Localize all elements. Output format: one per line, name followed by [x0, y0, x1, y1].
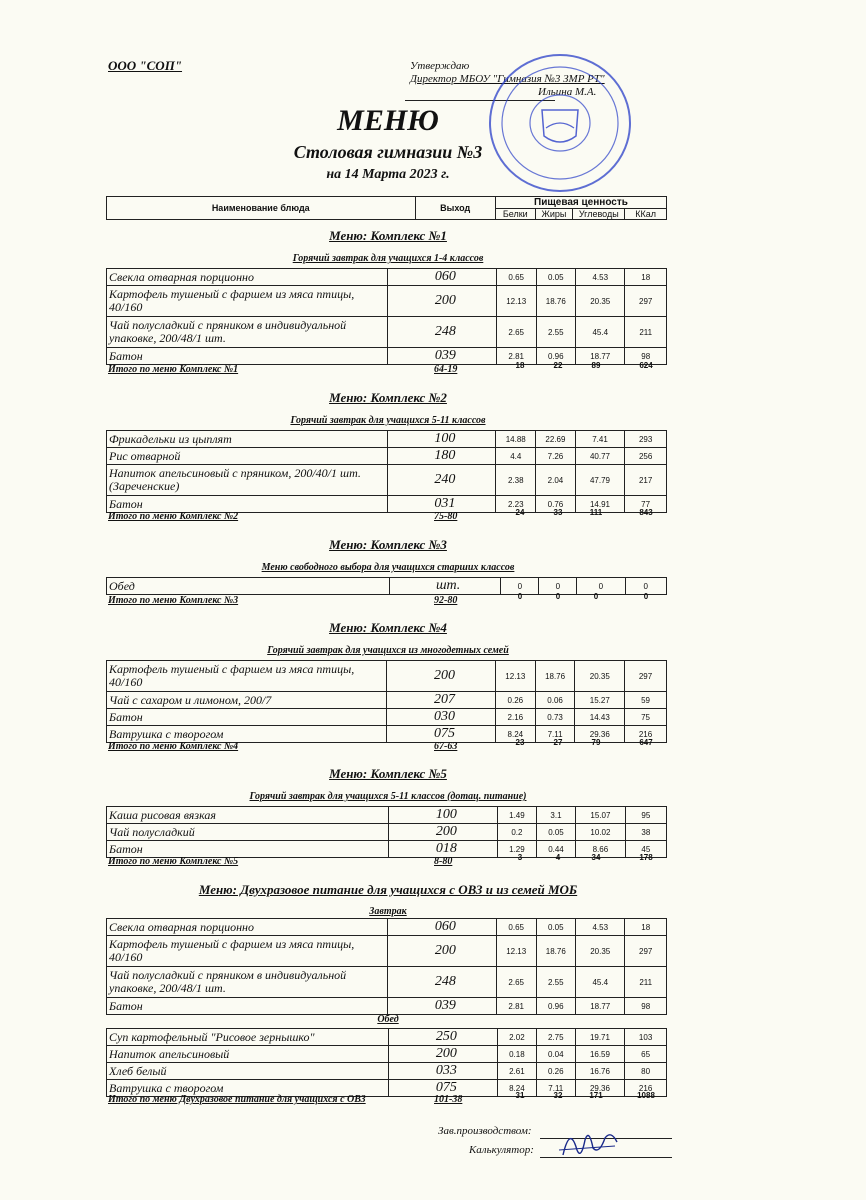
total-fats: 32: [553, 1091, 563, 1100]
dish-name: Каша рисовая вязкая: [107, 807, 389, 824]
kcal-cell: 297: [625, 936, 667, 967]
proteins-cell: 0.2: [497, 824, 536, 841]
section-group: Горячий завтрак для учащихся 5-11 классов: [290, 415, 486, 426]
section-title: Меню: Комплекс №4: [329, 620, 447, 635]
proteins-cell: 2.81: [496, 348, 536, 365]
column-kcal: ККал: [625, 209, 667, 220]
table-row: [107, 317, 667, 348]
dish-output: 200: [388, 824, 497, 841]
carbs-cell: 15.27: [575, 692, 625, 709]
dish-name: Фрикадельки из цыплят: [107, 431, 388, 448]
menu-total-row: [106, 361, 667, 378]
fats-cell: 3.1: [536, 807, 575, 824]
table-row: [107, 967, 667, 998]
total-output: 67-63: [434, 741, 458, 752]
section-group: Меню свободного выбора для учащихся старших классов: [261, 562, 515, 573]
carbs-cell: 8.66: [576, 841, 626, 858]
kcal-cell: 217: [625, 465, 667, 496]
proteins-cell: 0.65: [496, 269, 536, 286]
total-kcal: 178: [639, 853, 653, 862]
total-kcal: 647: [639, 738, 653, 747]
dish-name: Картофель тушеный с фаршем из мяса птицы, 40/160: [107, 936, 388, 967]
total-fats: 0: [555, 592, 561, 601]
total-carbs: 171: [589, 1091, 603, 1100]
dish-name: Чай полусладкий с пряником в индивидуальной упаковке, 200/48/1 шт.: [107, 967, 388, 998]
menu-total-row: [106, 508, 667, 525]
table-row: [107, 465, 667, 496]
total-kcal: 624: [639, 361, 653, 370]
dish-output: 075: [389, 1080, 498, 1097]
total-output: 75-80: [434, 511, 458, 522]
dish-name: Батон: [107, 496, 388, 513]
kcal-cell: 98: [625, 998, 667, 1015]
section-title: Меню: Комплекс №3: [329, 537, 447, 552]
carbs-cell: 4.53: [576, 919, 625, 936]
kcal-cell: 59: [625, 692, 667, 709]
table-header: [106, 196, 667, 220]
menu-total-row: [106, 1091, 667, 1108]
total-label: Итого по меню Комплекс №5: [108, 856, 239, 867]
section-title: Меню: Комплекс №2: [329, 390, 447, 405]
dish-output: 248: [388, 967, 497, 998]
kcal-cell: 65: [625, 1046, 667, 1063]
dish-name: Обед: [107, 578, 390, 595]
carbs-cell: 20.35: [576, 936, 625, 967]
column-fats: Жиры: [535, 209, 573, 220]
dish-name: Рис отварной: [107, 448, 388, 465]
carbs-cell: 18.77: [576, 998, 625, 1015]
dish-output: 207: [386, 692, 495, 709]
page-subtitle: Столовая гимназии №3: [293, 142, 483, 162]
dish-name: Картофель тушеный с фаршем из мяса птицы, 40/160: [107, 286, 388, 317]
dish-name: Батон: [107, 348, 388, 365]
fats-cell: 18.76: [535, 661, 575, 692]
total-kcal: 0: [643, 592, 649, 601]
fats-cell: 0: [539, 578, 577, 595]
table-row: [107, 1029, 667, 1046]
kcal-cell: 38: [625, 824, 666, 841]
fats-cell: 0.96: [536, 348, 576, 365]
kcal-cell: 256: [625, 448, 667, 465]
dish-name: Батон: [107, 841, 389, 858]
proteins-cell: 8.24: [497, 1080, 536, 1097]
dish-output: 240: [387, 465, 496, 496]
proteins-cell: 12.13: [496, 286, 536, 317]
carbs-cell: 29.36: [575, 726, 625, 743]
fats-cell: 7.11: [536, 1080, 575, 1097]
total-carbs: 89: [591, 361, 601, 370]
total-output: 64-19: [434, 364, 458, 375]
column-proteins: Белки: [495, 209, 535, 220]
kcal-cell: 77: [625, 496, 667, 513]
carbs-cell: 29.36: [575, 1080, 625, 1097]
dish-output: 031: [387, 496, 496, 513]
dish-name: Батон: [107, 709, 387, 726]
total-carbs: 111: [589, 508, 603, 517]
fats-cell: 0.05: [536, 824, 575, 841]
proteins-cell: 1.29: [497, 841, 536, 858]
dish-output: 030: [386, 709, 495, 726]
fats-cell: 18.76: [536, 286, 576, 317]
dish-output: 248: [388, 317, 497, 348]
table-row: [107, 824, 667, 841]
carbs-cell: 10.02: [576, 824, 626, 841]
proteins-cell: 2.16: [495, 709, 535, 726]
table-row: [107, 286, 667, 317]
kcal-cell: 216: [625, 1080, 667, 1097]
carbs-cell: 14.43: [575, 709, 625, 726]
total-proteins: 24: [515, 508, 525, 517]
dish-name: Картофель тушеный с фаршем из мяса птицы, 40/160: [107, 661, 387, 692]
table-row: [107, 1046, 667, 1063]
menu-table: [106, 1028, 667, 1097]
fats-cell: 0.05: [536, 919, 576, 936]
column-dish: Наименование блюда: [107, 197, 416, 220]
section-group-breakfast: Завтрак: [369, 906, 407, 917]
total-label: Итого по меню Комплекс №4: [108, 741, 239, 752]
total-kcal: 1088: [637, 1091, 655, 1100]
carbs-cell: 19.71: [575, 1029, 625, 1046]
fats-cell: 2.75: [536, 1029, 575, 1046]
menu-total-row: [106, 738, 667, 755]
dish-output: 200: [386, 661, 495, 692]
kcal-cell: 45: [625, 841, 666, 858]
fats-cell: 0.76: [536, 496, 576, 513]
kcal-cell: 0: [625, 578, 666, 595]
fats-cell: 0.44: [536, 841, 575, 858]
total-carbs: 79: [591, 738, 601, 747]
proteins-cell: 2.81: [496, 998, 536, 1015]
total-proteins: 31: [515, 1091, 525, 1100]
proteins-cell: 0: [501, 578, 539, 595]
total-fats: 33: [553, 508, 563, 517]
fats-cell: 2.55: [536, 967, 576, 998]
dish-output: 075: [386, 726, 495, 743]
dish-name: Свекла отварная порционно: [107, 269, 388, 286]
proteins-cell: 8.24: [495, 726, 535, 743]
kcal-cell: 216: [625, 726, 667, 743]
total-fats: 4: [555, 853, 561, 862]
section-group: Горячий завтрак для учащихся 1-4 классов: [292, 253, 484, 264]
carbs-cell: 45.4: [576, 967, 625, 998]
dish-output: шт.: [389, 578, 500, 595]
dish-name: Хлеб белый: [107, 1063, 389, 1080]
dish-name: Чай с сахаром и лимоном, 200/7: [107, 692, 387, 709]
table-row: [107, 661, 667, 692]
dish-name: Чай полусладкий: [107, 824, 389, 841]
proteins-cell: 0.18: [497, 1046, 536, 1063]
total-carbs: 0: [593, 592, 599, 601]
table-row: [107, 448, 667, 465]
table-row: [107, 919, 667, 936]
table-row: [107, 807, 667, 824]
menu-table: [106, 430, 667, 513]
total-kcal: 843: [639, 508, 653, 517]
dish-name: Батон: [107, 998, 388, 1015]
total-output: 101-38: [434, 1094, 463, 1105]
kcal-cell: 80: [625, 1063, 667, 1080]
approval-line: Утверждаю: [410, 60, 470, 72]
carbs-cell: 20.35: [575, 661, 625, 692]
section-title: Меню: Двухразовое питание для учащихся с ОВЗ и из семей МОБ: [198, 882, 578, 897]
kcal-cell: 18: [625, 269, 667, 286]
fats-cell: 0.06: [535, 692, 575, 709]
section-group: Горячий завтрак для учащихся из многодетных семей: [267, 645, 509, 656]
fats-cell: 0.04: [536, 1046, 575, 1063]
dish-output: 039: [388, 348, 497, 365]
proteins-cell: 0.65: [496, 919, 536, 936]
column-nutrition: Пищевая ценность: [495, 197, 666, 209]
dish-output: 018: [388, 841, 497, 858]
total-output: 8-80: [434, 856, 453, 867]
carbs-cell: 0: [577, 578, 625, 595]
carbs-cell: 7.41: [575, 431, 624, 448]
kcal-cell: 211: [625, 317, 667, 348]
fats-cell: 18.76: [536, 936, 576, 967]
total-output: 92-80: [434, 595, 458, 606]
carbs-cell: 18.77: [576, 348, 625, 365]
total-proteins: 0: [517, 592, 523, 601]
total-proteins: 3: [517, 853, 523, 862]
carbs-cell: 15.07: [576, 807, 626, 824]
fats-cell: 2.04: [536, 465, 576, 496]
carbs-cell: 16.76: [575, 1063, 625, 1080]
proteins-cell: 2.02: [497, 1029, 536, 1046]
total-label: Итого по меню Двухразовое питание для учащихся с ОВЗ: [108, 1094, 366, 1105]
fats-cell: 7.11: [535, 726, 575, 743]
total-label: Итого по меню Комплекс №2: [108, 511, 239, 522]
dish-output: 100: [388, 807, 497, 824]
fats-cell: 0.26: [536, 1063, 575, 1080]
kcal-cell: 297: [625, 286, 667, 317]
total-label: Итого по меню Комплекс №3: [108, 595, 239, 606]
carbs-cell: 14.91: [575, 496, 624, 513]
menu-date: на 14 Марта 2023 г.: [326, 167, 450, 182]
menu-table: [106, 268, 667, 365]
kcal-cell: 297: [625, 661, 667, 692]
total-fats: 27: [553, 738, 563, 747]
calculator-label: Калькулятор:: [469, 1144, 534, 1156]
kcal-cell: 211: [625, 967, 667, 998]
carbs-cell: 4.53: [576, 269, 625, 286]
dish-output: 180: [387, 448, 496, 465]
table-row: [107, 936, 667, 967]
table-row: [107, 431, 667, 448]
dish-name: Ватрушка с творогом: [107, 1080, 389, 1097]
total-proteins: 23: [515, 738, 525, 747]
proteins-cell: 2.38: [496, 465, 536, 496]
proteins-cell: 0.26: [495, 692, 535, 709]
dish-output: 039: [388, 998, 497, 1015]
fats-cell: 2.55: [536, 317, 576, 348]
fats-cell: 7.26: [536, 448, 576, 465]
table-row: [107, 1063, 667, 1080]
proteins-cell: 14.88: [496, 431, 536, 448]
menu-table: [106, 918, 667, 1015]
proteins-cell: 2.65: [496, 317, 536, 348]
carbs-cell: 47.79: [575, 465, 624, 496]
approval-signer: Ильина М.А.: [538, 86, 597, 98]
proteins-cell: 2.65: [496, 967, 536, 998]
fats-cell: 0.73: [535, 709, 575, 726]
column-carbs: Углеводы: [573, 209, 625, 220]
total-fats: 22: [553, 361, 563, 370]
dish-output: 033: [389, 1063, 498, 1080]
table-row: [107, 269, 667, 286]
column-output: Выход: [415, 197, 495, 220]
dish-output: 200: [388, 936, 497, 967]
table-row: [107, 709, 667, 726]
carbs-cell: 40.77: [575, 448, 624, 465]
kcal-cell: 75: [625, 709, 667, 726]
kcal-cell: 18: [625, 919, 667, 936]
organization-name: ООО "СОП": [108, 58, 183, 73]
fats-cell: 0.96: [536, 998, 576, 1015]
proteins-cell: 12.13: [495, 661, 535, 692]
approval-director: Директор МБОУ "Гимназия №3 ЗМР РТ": [410, 73, 605, 85]
total-carbs: 34: [591, 853, 601, 862]
dish-name: Ватрушка с творогом: [107, 726, 387, 743]
menu-table: [106, 660, 667, 743]
menu-total-row: [106, 592, 667, 609]
fats-cell: 22.69: [536, 431, 576, 448]
kcal-cell: 293: [625, 431, 667, 448]
menu-table: [106, 806, 667, 858]
dish-name: Свекла отварная порционно: [107, 919, 388, 936]
section-title: Меню: Комплекс №5: [329, 766, 447, 781]
dish-name: Чай полусладкий с пряником в индивидуальной упаковке, 200/48/1 шт.: [107, 317, 388, 348]
menu-total-row: [106, 853, 667, 870]
dish-name: Напиток апельсиновый: [107, 1046, 389, 1063]
kcal-cell: 98: [625, 348, 667, 365]
carbs-cell: 16.59: [575, 1046, 625, 1063]
kcal-cell: 95: [625, 807, 666, 824]
carbs-cell: 45.4: [576, 317, 625, 348]
section-group-lunch: Обед: [377, 1014, 399, 1025]
manager-label: Зав.производством:: [438, 1125, 532, 1137]
kcal-cell: 103: [625, 1029, 667, 1046]
carbs-cell: 20.35: [576, 286, 625, 317]
dish-output: 200: [388, 286, 497, 317]
proteins-cell: 1.49: [497, 807, 536, 824]
fats-cell: 0.05: [536, 269, 576, 286]
total-proteins: 18: [515, 361, 525, 370]
dish-name: Напиток апельсиновый с пряником, 200/40/1 шт. (Зареченские): [107, 465, 388, 496]
proteins-cell: 2.23: [496, 496, 536, 513]
page-title: МЕНЮ: [337, 104, 439, 137]
dish-output: 060: [388, 919, 497, 936]
proteins-cell: 4.4: [496, 448, 536, 465]
section-title: Меню: Комплекс №1: [329, 228, 447, 243]
proteins-cell: 12.13: [496, 936, 536, 967]
section-group: Горячий завтрак для учащихся 5-11 классов (дотац. питание): [249, 791, 527, 802]
dish-output: 060: [388, 269, 497, 286]
dish-output: 250: [389, 1029, 498, 1046]
dish-output: 100: [387, 431, 496, 448]
proteins-cell: 2.61: [497, 1063, 536, 1080]
table-row: [107, 692, 667, 709]
handwritten-signature: [555, 1120, 625, 1165]
table-row: [107, 998, 667, 1015]
dish-output: 200: [389, 1046, 498, 1063]
dish-name: Суп картофельный "Рисовое зернышко": [107, 1029, 389, 1046]
total-label: Итого по меню Комплекс №1: [108, 364, 239, 375]
